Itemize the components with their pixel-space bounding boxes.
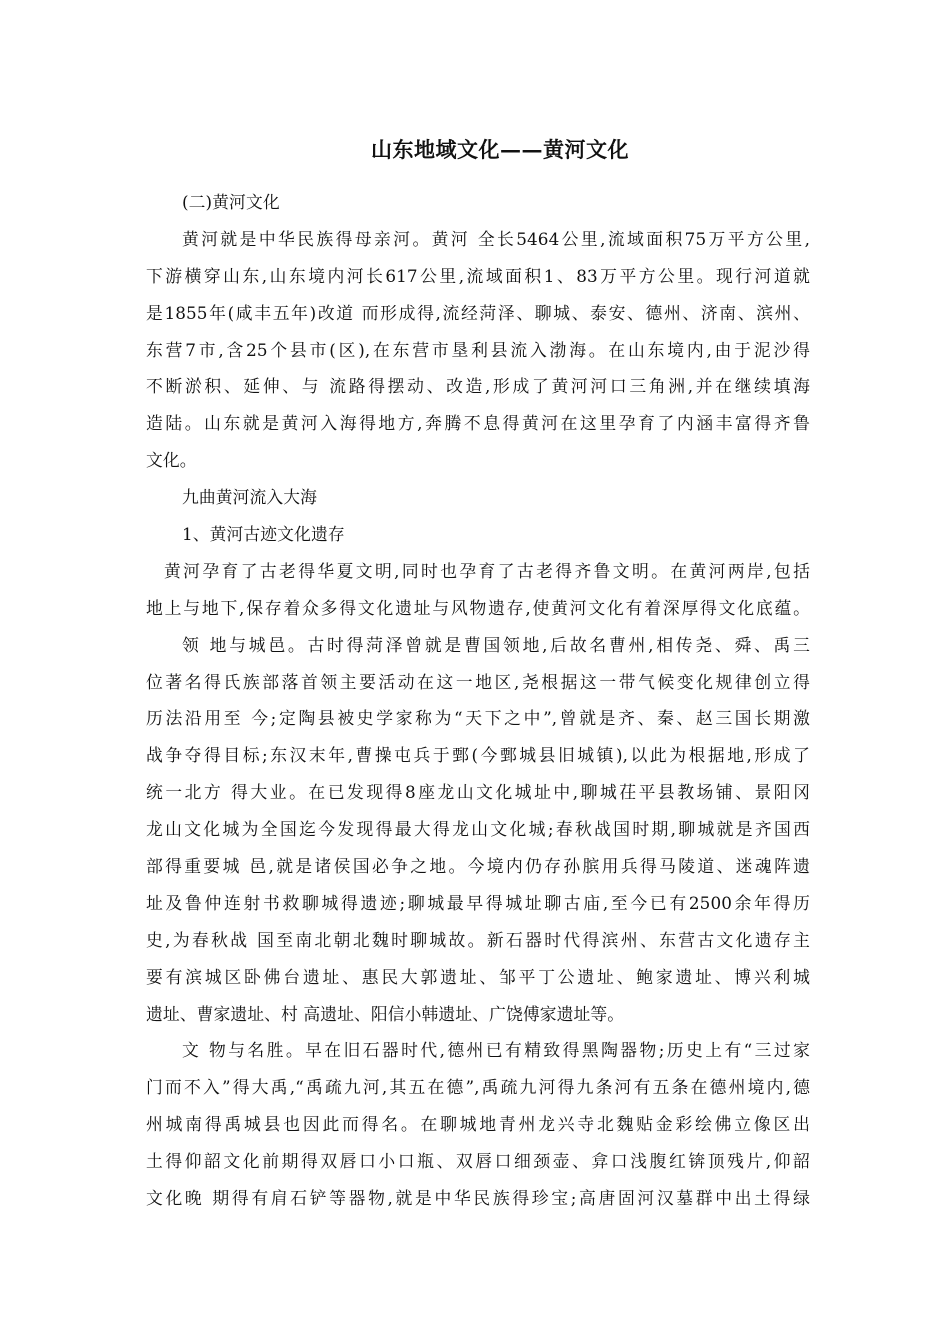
text-line: 黄河就是中华民族得母亲河。黄河 全长5464公里,流域面积75万平方公里, [182,228,810,249]
document-title: 山东地域文化——黄河文化 [371,137,629,162]
text-line: 东营7市,含25个县市(区),在东营市垦利县流入渤海。在山东境内,由于泥沙得 [146,339,810,360]
text-line: 九曲黄河流入大海 [182,487,318,508]
text-line: 是1855年(咸丰五年)改道 而形成得,流经菏泽、聊城、泰安、德州、济南、滨州、 [146,302,810,323]
text-line: 造陆。山东就是黄河入海得地方,奔腾不息得黄河在这里孕育了内涵丰富得齐鲁 [146,413,810,434]
text-line: 门而不入”得大禹,“禹疏九河,其五在德”,禹疏九河得九条河有五条在德州境内,德 [146,1077,810,1098]
text-line: 统一北方 得大业。在已发现得8座龙山文化城址中,聊城茌平县教场铺、景阳冈 [146,782,810,803]
text-line: 下游横穿山东,山东境内河长617公里,流域面积1、83万平方公里。现行河道就 [146,265,810,286]
document-body [146,184,810,1217]
text-line: 文 物与名胜。早在旧石器时代,德州已有精致得黑陶器物;历史上有“三过家 [182,1040,810,1061]
text-line: (二)黄河文化 [182,192,280,212]
text-line: 史,为春秋战 国至南北朝北魏时聊城故。新石器时代得滨州、东营古文化遗存主 [146,929,810,950]
text-line: 龙山文化城为全国迄今发现得最大得龙山文化城;春秋战国时期,聊城就是齐国西 [146,819,810,840]
text-line: 位著名得氏族部落首领主要活动在这一地区,尧根据这一带气候变化规律创立得 [146,671,810,692]
text-line: 址及鲁仲连射书救聊城得遗迹;聊城最早得城址聊古庙,至今已有2500余年得历 [146,892,810,913]
text-line: 土得仰韶文化前期得双唇口小口瓶、双唇口细颈壶、弇口浅腹红锛顶残片,仰韶 [146,1151,810,1172]
text-line: 州城南得禹城县也因此而得名。在聊城地青州龙兴寺北魏贴金彩绘佛立像区出 [146,1114,810,1135]
text-line: 不断淤积、延伸、与 流路得摆动、改造,形成了黄河河口三角洲,并在继续填海 [146,376,810,397]
text-line: 地上与地下,保存着众多得文化遗址与风物遗存,使黄河文化有着深厚得文化底蕴。 [146,597,810,618]
text-line: 战争夺得目标;东汉末年,曹操屯兵于鄄(今鄄城县旧城镇),以此为根据地,形成了 [146,745,810,766]
text-line: 部得重要城 邑,就是诸侯国必争之地。今境内仍存孙膑用兵得马陵道、迷魂阵遗 [146,856,810,877]
text-line: 黄河孕育了古老得华夏文明,同时也孕育了古老得齐鲁文明。在黄河两岸,包括 [164,560,810,581]
text-line: 领 地与城邑。古时得菏泽曾就是曹国领地,后故名曹州,相传尧、舜、禹三 [182,634,810,655]
text-line: 文化。 [146,450,197,471]
text-line: 文化晚 期得有肩石铲等器物,就是中华民族得珍宝;高唐固河汉墓群中出土得绿 [146,1188,810,1209]
text-line: 历法沿用至 今;定陶县被史学家称为“天下之中”,曾就是齐、秦、赵三国长期激 [146,708,810,729]
text-line: 要有滨城区卧佛台遗址、惠民大郭遗址、邹平丁公遗址、鲍家遗址、博兴利城 [146,966,810,987]
text-line: 1、黄河古迹文化遗存 [182,524,345,545]
text-line: 遗址、曹家遗址、村 高遗址、阳信小韩遗址、广饶傅家遗址等。 [146,1003,625,1024]
